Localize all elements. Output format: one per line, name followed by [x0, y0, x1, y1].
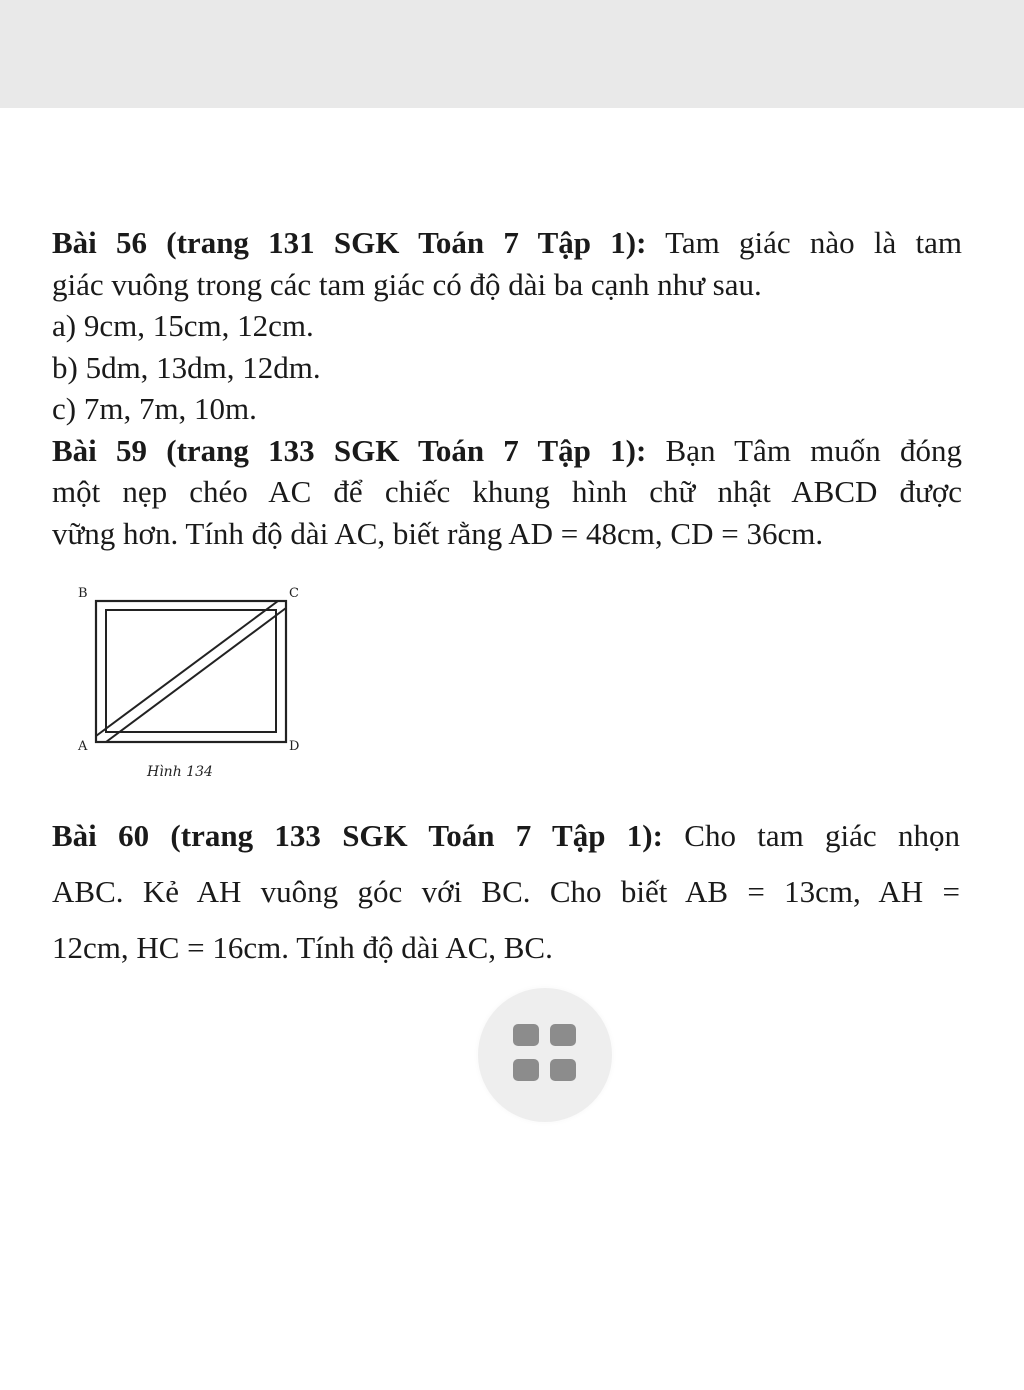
exercise-59-line-3: vững hơn. Tính độ dài AC, biết rằng AD = 48cm, CD = 36cm. — [52, 515, 824, 551]
exercise-56 — [52, 222, 962, 430]
vertex-label-c: C — [289, 586, 299, 601]
frame-inner — [106, 610, 276, 732]
document-body — [52, 222, 962, 554]
exercise-59-text: Bạn Tâm muốn đóng — [646, 432, 963, 468]
brace-edge-upper — [96, 601, 278, 736]
grid-square-icon — [513, 1024, 539, 1046]
exercise-56-line-1 — [52, 222, 962, 264]
exercise-56-line-2: giác vuông trong các tam giác có độ dài ba cạnh như sau. — [52, 266, 762, 302]
rectangle-frame-diagram — [72, 580, 312, 780]
exercise-60-line-1 — [52, 808, 960, 864]
top-bar — [0, 0, 1024, 108]
exercise-60-title: Bài 60 (trang 133 SGK Toán 7 Tập 1): — [52, 818, 663, 853]
exercise-60-line-3: 12cm, HC = 16cm. Tính độ dài AC, BC. — [52, 930, 553, 965]
grid-square-icon — [513, 1059, 539, 1081]
grid-square-icon — [550, 1059, 576, 1081]
exercise-56-text: Tam giác nào là tam — [646, 225, 962, 260]
brace-edge-lower — [106, 608, 286, 742]
figure-134 — [72, 580, 312, 780]
exercise-56-option-a: a) 9cm, 15cm, 12cm. — [52, 308, 314, 343]
exercise-59 — [52, 430, 962, 555]
exercise-60-text: Cho tam giác nhọn — [662, 818, 961, 853]
frame-outer — [96, 601, 286, 742]
exercise-60 — [52, 808, 960, 976]
exercise-59-line-2: một nẹp chéo AC để chiếc khung hình chữ nhật ABCD được — [52, 474, 962, 509]
exercise-56-option-b: b) 5dm, 13dm, 12dm. — [52, 349, 321, 385]
exercise-60-line-2: ABC. Kẻ AH vuông góc với BC. Cho biết AB = 13cm, AH = — [52, 874, 960, 909]
exercise-56-title: Bài 56 (trang 131 SGK Toán 7 Tập 1): — [52, 225, 647, 260]
grid-square-icon — [550, 1024, 576, 1046]
vertex-label-a: A — [78, 739, 88, 754]
exercise-59-line-1 — [52, 430, 962, 472]
vertex-label-b: B — [78, 586, 88, 601]
app-grid-button[interactable] — [478, 988, 612, 1122]
figure-caption: Hình 134 — [147, 764, 213, 780]
vertex-label-d: D — [289, 739, 300, 754]
exercise-56-option-c: c) 7m, 7m, 10m. — [52, 391, 257, 426]
exercise-59-title: Bài 59 (trang 133 SGK Toán 7 Tập 1): — [52, 432, 647, 468]
